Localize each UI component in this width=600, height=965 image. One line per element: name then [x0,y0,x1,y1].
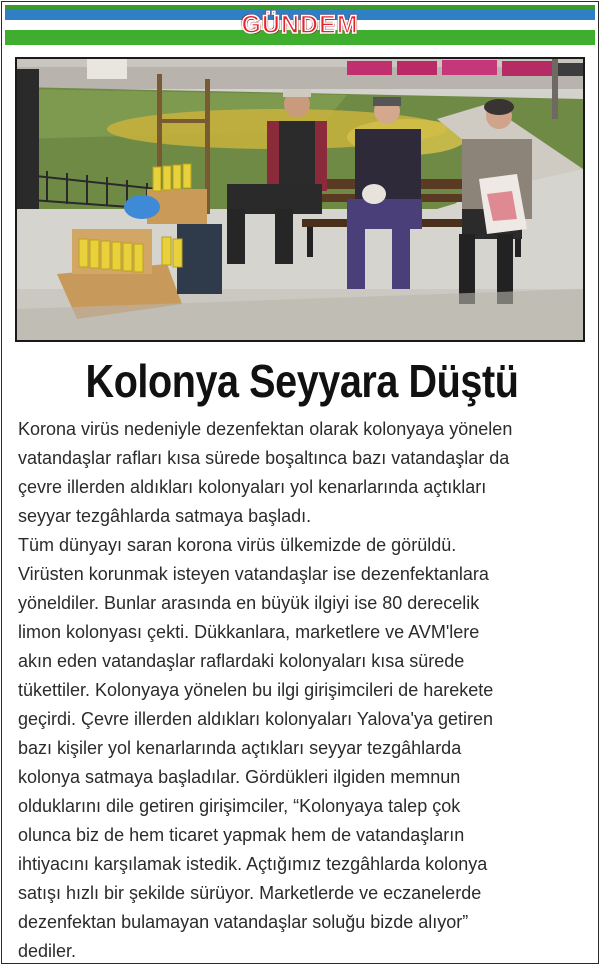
paragraph-1 [18,415,590,531]
section-header-band [5,5,595,45]
body-line: vatandaşlar rafları kısa sürede boşaltınca bazı vatandaşlar da [18,448,510,468]
body-line: akın eden vatandaşlar raflardaki kolonyaları kısa sürede [18,651,465,671]
body-line: Tüm dünyayı saran korona virüs ülkemizde de görüldü. [18,535,457,555]
body-line: dediler. [18,941,77,961]
body-line: olduklarını dile getiren girişimciler, “Kolonyaya talep çok [18,796,461,816]
paragraph-2 [18,531,590,964]
body-line: dezenfektan bulamayan vatandaşlar soluğu bizde alıyor” [18,912,469,932]
body-line: geçirdi. Çevre illerden aldıkları kolonyaları Yalova'ya getiren [18,709,494,729]
section-label: GÜNDEM [241,11,359,39]
body-line: çevre illerden aldıkları kolonyaları yol kenarlarında açtıkları [18,477,487,497]
body-line: kolonya satmaya başladılar. Gördükleri ilgiden memnun [18,767,461,787]
photo-illustration [17,59,583,340]
body-line: yöneldiler. Bunlar arasında en büyük ilgiyi ise 80 derecelik [18,593,480,613]
body-line: olunca biz de hem ticaret yapmak hem de vatandaşların [18,825,465,845]
body-line: ihtiyacını karşılamak istedik. Açtığımız tezgâhlarda kolonya [18,854,488,874]
headline: Kolonya Seyyara Düştü [85,355,519,407]
newspaper-clipping [1,1,599,964]
body-line: Korona virüs nedeniyle dezenfektan olarak kolonyaya yönelen [18,419,513,439]
body-line: bazı kişiler yol kenarlarında açtıkları seyyar tezgâhlarda [18,738,462,758]
article-body [18,415,590,964]
news-photo [15,57,585,342]
body-line: limon kolonyası çekti. Dükkanlara, marketlere ve AVM'lere [18,622,480,642]
body-line: satışı hızlı bir şekilde sürüyor. Marketlerde ve eczanelerde [18,883,482,903]
body-line: tükettiler. Kolonyaya yönelen bu ilgi girişimcileri de harekete [18,680,494,700]
body-line: seyyar tezgâhlarda satmaya başladı. [18,506,312,526]
body-line: Virüsten korunmak isteyen vatandaşlar ise dezenfektanlara [18,564,489,584]
